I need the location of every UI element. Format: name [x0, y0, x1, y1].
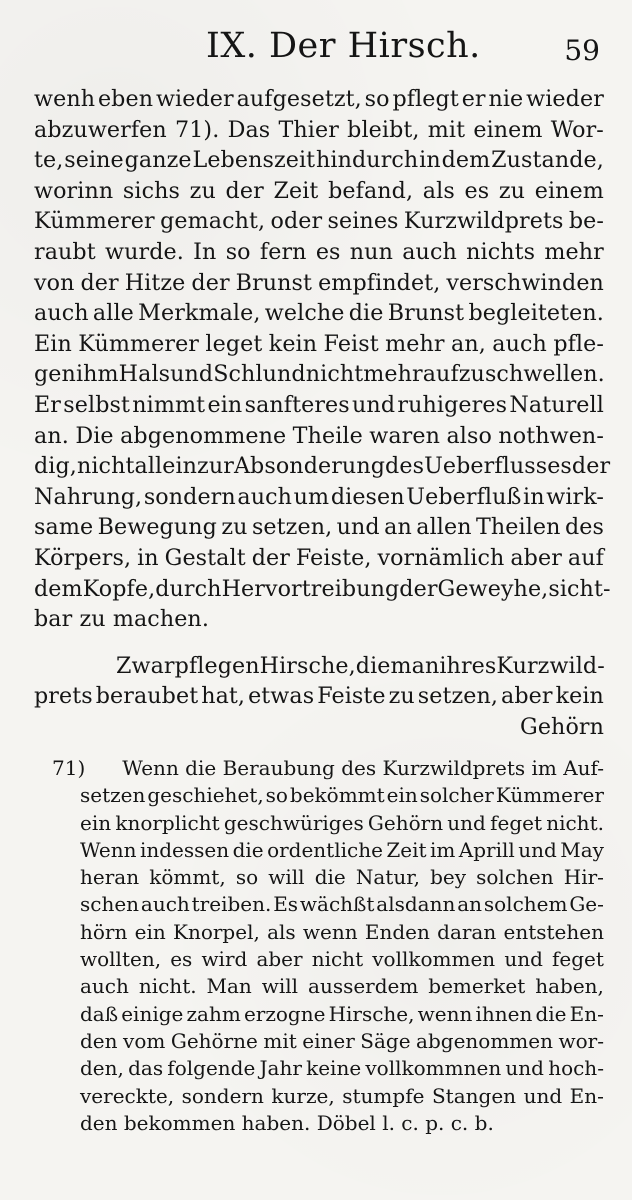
footnote-line — [52, 1083, 604, 1110]
word: geschwüriges — [223, 810, 364, 835]
word: die — [355, 652, 391, 679]
word: vollkommnen — [365, 1056, 502, 1081]
word: Enden — [364, 919, 430, 944]
word: Knorpel, — [173, 919, 260, 944]
word: so — [364, 86, 390, 112]
word: Hals — [118, 361, 171, 388]
word: in — [419, 147, 441, 174]
word: hindurch — [316, 147, 419, 174]
footnote-line — [52, 919, 604, 946]
word: Kurzwild- — [496, 652, 605, 679]
word: mehr — [363, 361, 423, 388]
word: auch — [237, 483, 293, 510]
word: wird — [201, 947, 248, 972]
word: die — [232, 837, 264, 862]
word: Kümmerer — [78, 330, 200, 357]
word: schen — [80, 892, 140, 917]
word: auch — [34, 300, 89, 327]
word: auch — [80, 974, 129, 999]
word: entstehen — [503, 919, 604, 944]
word: ein — [207, 391, 243, 418]
word: des — [564, 514, 604, 541]
word: hoch- — [548, 1056, 604, 1081]
word: in — [137, 544, 159, 571]
word: Zeit — [273, 177, 319, 204]
word: es — [315, 238, 341, 265]
word: nicht. — [138, 974, 197, 999]
word: feget — [490, 810, 542, 835]
text-line — [34, 206, 604, 237]
word: durch — [155, 575, 222, 602]
catchword: Gehörn — [520, 713, 604, 740]
word: stumpfe — [342, 1083, 425, 1108]
word: Theilen — [476, 514, 561, 541]
word: er — [461, 86, 486, 112]
word: zu — [189, 177, 216, 204]
footnote-line — [52, 810, 604, 837]
word: dem — [34, 575, 83, 602]
word: nicht — [311, 947, 364, 972]
word: etwas — [248, 683, 315, 710]
word: keine — [306, 1056, 362, 1081]
word: nicht. — [546, 810, 604, 835]
word: zahm — [186, 1001, 241, 1026]
word: auch — [140, 892, 190, 917]
word: Brunst — [387, 300, 465, 327]
word: ruhigeres — [397, 391, 508, 418]
word: Aprill — [458, 837, 515, 862]
word: selbst — [63, 391, 131, 418]
text-line — [34, 115, 604, 146]
word: welche — [264, 300, 345, 327]
word: Wenn — [80, 837, 137, 862]
word: aber — [501, 683, 553, 710]
word: pflegt — [392, 86, 459, 112]
word: kein — [268, 330, 318, 357]
word: wirk- — [546, 483, 604, 510]
word: ordentliche — [267, 837, 383, 862]
word: beraubet — [95, 683, 199, 710]
word: mehr — [544, 238, 604, 265]
word: be- — [568, 208, 604, 235]
word: Thier — [278, 116, 339, 143]
word: Theile — [292, 422, 363, 449]
word: Er — [34, 391, 62, 418]
word: gen — [34, 361, 76, 388]
word: aufzuschwellen. — [422, 361, 605, 388]
word: Hitze — [124, 269, 186, 296]
word: des — [385, 453, 425, 480]
word: ganze — [124, 147, 192, 174]
word: solcher — [419, 783, 494, 808]
text-line — [34, 543, 604, 574]
word: abzuwerfen — [34, 116, 167, 143]
word: Zustande, — [491, 147, 604, 174]
word: Ueberfluß — [406, 483, 522, 510]
word: wollten, — [80, 947, 162, 972]
word: raubt — [34, 238, 96, 265]
word: setzen, — [251, 514, 333, 541]
text-line — [34, 176, 604, 207]
word: und — [518, 837, 557, 862]
word: vornämlich — [377, 544, 505, 571]
word: und — [504, 947, 543, 972]
running-title: IX. Der Hirsch. — [206, 26, 481, 66]
word: der — [80, 269, 119, 296]
word: um — [293, 483, 330, 510]
word: Kopfe, — [82, 575, 156, 602]
word: Kümmerer — [34, 208, 155, 235]
word: Kümmerer — [495, 783, 604, 808]
word: aufgesetzt, — [236, 86, 362, 112]
word: Wor- — [550, 116, 604, 143]
word: pfle- — [553, 330, 604, 357]
word: bekömmt — [289, 783, 385, 808]
word: Gehörn — [367, 810, 444, 835]
word: Natur, — [355, 865, 420, 890]
word: Brunst — [235, 269, 313, 296]
word: Kurzwildprets — [403, 208, 564, 235]
word: Hervortreibung — [221, 575, 400, 602]
word: und — [505, 1056, 544, 1081]
word: an — [384, 514, 412, 541]
word: vereckte, — [80, 1083, 175, 1108]
word: seine — [64, 147, 124, 174]
word: allen — [416, 514, 472, 541]
word: wenn — [417, 1001, 473, 1026]
text-line — [34, 390, 604, 421]
word: von — [34, 269, 75, 296]
word: einem — [534, 177, 604, 204]
word: fern — [259, 238, 307, 265]
word: vom — [123, 1028, 166, 1053]
footnote-line: den bekommen haben. Döbel l. c. p. c. b. — [80, 1110, 494, 1135]
word: solchem — [483, 892, 568, 917]
word: Man — [206, 974, 252, 999]
word: Gehörne — [170, 1028, 258, 1053]
text-line — [34, 145, 604, 176]
word: worinn — [34, 177, 114, 204]
word: indessen — [139, 837, 230, 862]
word: und — [336, 514, 380, 541]
word: den — [80, 1028, 118, 1053]
word: wieder — [155, 86, 234, 112]
word: Absonderung — [233, 453, 386, 480]
text-line — [34, 574, 611, 605]
word: wächßt — [299, 892, 375, 917]
word: in — [523, 483, 545, 510]
text-line — [34, 298, 604, 329]
word: Hirsche, — [259, 652, 356, 679]
word: setzen, — [417, 683, 499, 710]
word: auch — [492, 330, 547, 357]
word: Säge — [360, 1028, 411, 1053]
word: prets — [34, 683, 93, 710]
word: Körpers, — [34, 544, 132, 571]
word: erzogne — [243, 1001, 326, 1026]
main-text — [34, 84, 611, 742]
footnote — [52, 755, 604, 1137]
word: einer — [302, 1028, 355, 1053]
word: alsdann — [376, 892, 456, 917]
footnote-line — [52, 1001, 604, 1028]
word: zur — [197, 453, 234, 480]
word: bemerket — [428, 974, 526, 999]
word: Es — [273, 892, 299, 917]
footnote-line — [52, 946, 604, 973]
word: seines — [327, 208, 399, 235]
word: treiben. — [191, 892, 272, 917]
word: ein — [134, 919, 166, 944]
word: nichts — [466, 238, 536, 265]
word: Schlund — [213, 361, 306, 388]
word: feget — [552, 947, 604, 972]
footnote-first-text: Wenn die Beraubung des Kurzwildprets im Auf- — [122, 756, 604, 780]
word: pflegen — [174, 652, 260, 679]
footnote-first-line — [52, 755, 604, 782]
word: also — [446, 422, 492, 449]
word: leget — [205, 330, 263, 357]
word: Feiste, — [295, 544, 372, 571]
word: aber — [510, 544, 562, 571]
word: Gestalt — [164, 544, 246, 571]
word: daran — [437, 919, 497, 944]
word: gemacht, — [160, 208, 266, 235]
word: Zwar — [116, 652, 175, 679]
word: Hir- — [563, 865, 604, 890]
word: zu — [388, 683, 415, 710]
text-line — [34, 84, 604, 115]
word: heran — [80, 865, 140, 890]
word: Naturell — [509, 391, 604, 418]
footnote-line — [52, 864, 604, 891]
word: Nahrung, — [34, 483, 143, 510]
word: hat, — [201, 683, 246, 710]
word: bleibt, — [347, 116, 420, 143]
word: vollkommen — [372, 947, 496, 972]
word: Stangen — [431, 1083, 517, 1108]
word: und — [447, 810, 486, 835]
word: same — [34, 514, 94, 541]
word: ihm — [75, 361, 119, 388]
word: verschwinden — [446, 269, 604, 296]
word: auch — [402, 238, 457, 265]
footnote-line — [52, 837, 604, 864]
footnote-line — [52, 782, 604, 809]
word: der — [191, 269, 230, 296]
word: zu — [498, 177, 526, 204]
text-line — [34, 512, 604, 543]
word: wenn — [302, 919, 358, 944]
word: bey — [430, 865, 466, 890]
word: Jahr — [259, 1056, 302, 1081]
word: einige — [121, 1001, 184, 1026]
word: auf — [567, 544, 604, 571]
word: als — [267, 919, 296, 944]
word: dig, — [34, 453, 77, 480]
word: aber — [256, 947, 303, 972]
word: die — [314, 865, 346, 890]
word: hörn — [80, 919, 128, 944]
word: folgende — [167, 1056, 256, 1081]
word: nicht — [305, 361, 364, 388]
page-number: 59 — [564, 34, 600, 67]
text-line: bar zu machen. — [34, 606, 209, 633]
word: den, — [80, 1056, 124, 1081]
footnote-line — [52, 973, 604, 1000]
word: der — [225, 177, 264, 204]
word: ein — [386, 783, 418, 808]
word: kurze, — [271, 1083, 335, 1108]
word: die — [535, 1001, 567, 1026]
word: empfindet, — [318, 269, 441, 296]
word: Feiste — [317, 683, 386, 710]
word: sondern — [181, 1083, 264, 1108]
word: te, — [34, 147, 64, 174]
word: an, — [451, 330, 486, 357]
word: dem — [441, 147, 491, 174]
text-line — [34, 451, 611, 482]
word: Ueberflusses — [424, 453, 572, 480]
footnote-marker: 71) — [52, 756, 86, 780]
word: haben, — [535, 974, 604, 999]
text-line — [34, 482, 604, 513]
word: sanfteres — [244, 391, 350, 418]
word: Bewegung — [97, 514, 217, 541]
word: mit — [263, 1028, 297, 1053]
word: nicht — [76, 453, 135, 480]
word: das — [128, 1056, 164, 1081]
word: sichs — [122, 177, 180, 204]
word: wieder — [526, 86, 604, 112]
word: wor- — [558, 1028, 604, 1053]
word: nun — [349, 238, 393, 265]
footnote-line — [52, 1055, 604, 1082]
word: En- — [569, 1001, 604, 1026]
text-line — [34, 421, 604, 452]
word: Lebenszeit — [192, 147, 316, 174]
word: und — [523, 1083, 563, 1108]
word: Das — [227, 116, 271, 143]
word: ausserdem — [308, 974, 419, 999]
word: setzen — [80, 783, 146, 808]
word: will — [268, 865, 305, 890]
text-line — [34, 329, 604, 360]
word: es — [464, 177, 490, 204]
word: will — [261, 974, 299, 999]
word: 71). — [175, 116, 220, 143]
word: geschiehet, — [147, 783, 264, 808]
word: oder — [270, 208, 323, 235]
word: En- — [569, 1083, 604, 1108]
page-header — [0, 26, 632, 78]
word: Die — [75, 422, 114, 449]
word: so — [265, 783, 288, 808]
footnote-line — [52, 1028, 604, 1055]
text-line — [34, 237, 604, 268]
word: befand, — [328, 177, 414, 204]
word: Zeit — [386, 837, 427, 862]
word: als — [422, 177, 455, 204]
word: eben — [97, 86, 154, 112]
word: begleiteten. — [468, 300, 604, 327]
word: im — [429, 837, 456, 862]
word: solchen — [476, 865, 554, 890]
word: zu — [221, 514, 248, 541]
word: der — [251, 544, 290, 571]
word: abgenommene — [120, 422, 287, 449]
word: an — [457, 892, 483, 917]
word: an. — [34, 422, 69, 449]
word: ein — [80, 810, 112, 835]
word: nimmt — [132, 391, 206, 418]
word: nie — [488, 86, 524, 112]
paragraph-gap — [34, 635, 604, 651]
word: Geweyhe, — [437, 575, 549, 602]
word: es — [170, 947, 193, 972]
word: so — [225, 238, 251, 265]
word: Hirsche, — [328, 1001, 415, 1026]
text-line — [34, 359, 604, 390]
word: May — [560, 837, 604, 862]
word: In — [193, 238, 217, 265]
word: so — [235, 865, 259, 890]
word: wurde. — [105, 238, 184, 265]
word: waren — [369, 422, 441, 449]
word: allein — [134, 453, 198, 480]
word: daß — [80, 1001, 119, 1026]
word: mehr — [385, 330, 445, 357]
text-line — [34, 268, 604, 299]
paragraph-line — [34, 651, 604, 682]
word: und — [352, 391, 396, 418]
word: die — [348, 300, 384, 327]
word: Feist — [323, 330, 379, 357]
word: Ge- — [569, 892, 604, 917]
word: wenh — [34, 86, 96, 112]
word: kömmt, — [149, 865, 226, 890]
word: mit — [427, 116, 466, 143]
paragraph-line — [34, 681, 604, 712]
word: Merkmale, — [138, 300, 261, 327]
word: der — [399, 575, 438, 602]
word: kein — [555, 683, 604, 710]
footnote-line — [52, 891, 604, 918]
word: der — [571, 453, 611, 480]
word: knorplicht — [115, 810, 220, 835]
word: sondern — [143, 483, 236, 510]
word: nothwen- — [498, 422, 604, 449]
word: einem — [473, 116, 543, 143]
word: Ein — [34, 330, 72, 357]
word: man — [390, 652, 440, 679]
word: und — [170, 361, 214, 388]
word: alle — [92, 300, 134, 327]
word: abgenommen — [416, 1028, 553, 1053]
word: ihres — [439, 652, 497, 679]
word: sicht- — [548, 575, 611, 602]
word: diesen — [330, 483, 405, 510]
word: ihnen — [475, 1001, 533, 1026]
